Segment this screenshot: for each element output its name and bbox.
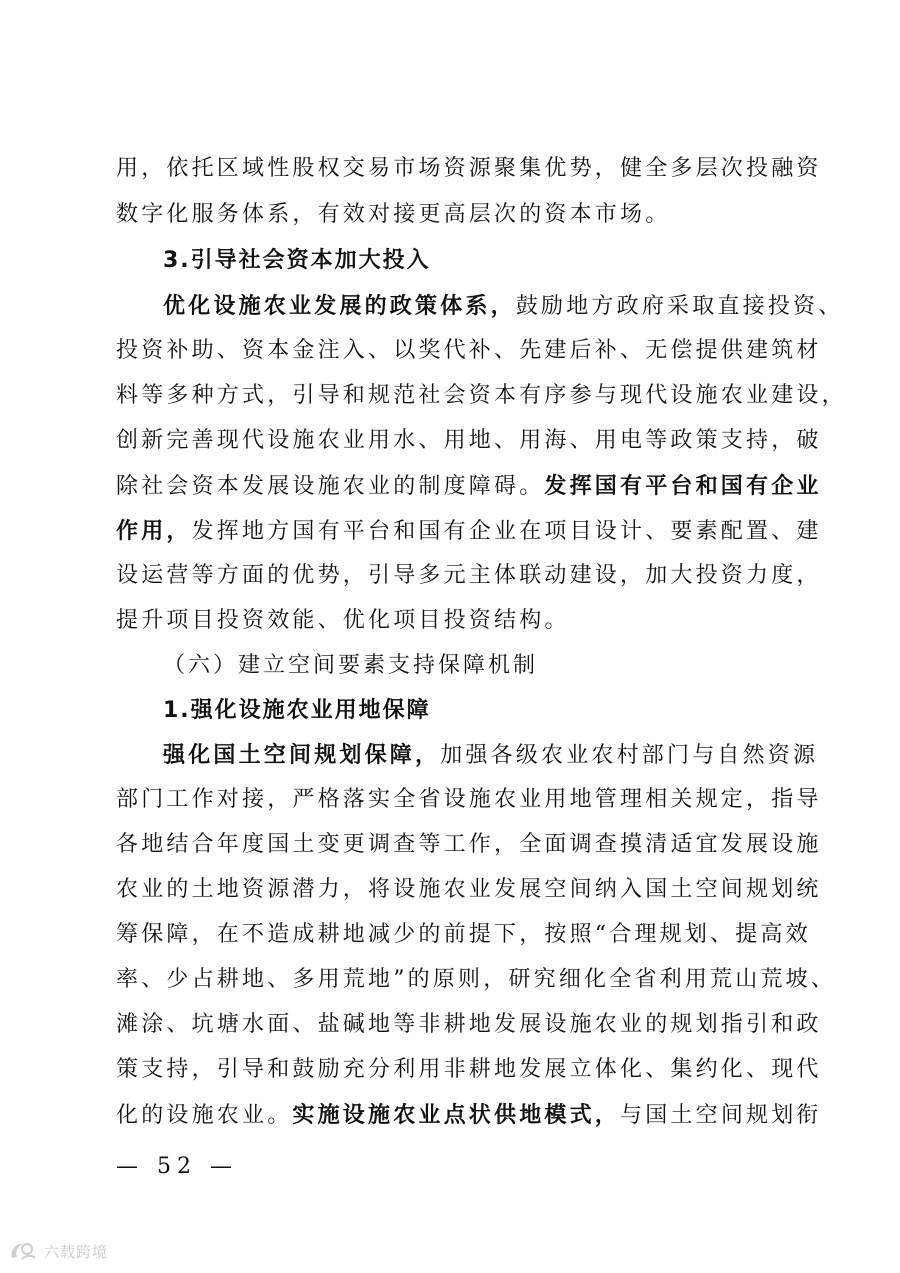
- watermark-text: 六载跨境: [44, 1242, 109, 1261]
- body-line: 投资补助、资本金注入、以奖代补、先建后补、无偿提供建筑材: [116, 338, 822, 363]
- page-number: — 52 —: [116, 1154, 238, 1179]
- body-line: 滩涂、坑塘水面、盐碱地等非耕地发展设施农业的规划指引和政: [116, 1012, 822, 1037]
- body-line: 用，依托区域性股权交易市场资源聚集优势，健全多层次投融资: [116, 156, 822, 181]
- bold-phrase: 强化国土空间规划保障，: [163, 742, 441, 768]
- subsection-heading: （六）建立空间要素支持保障机制: [163, 653, 539, 678]
- watermark-logo-icon: [8, 1240, 38, 1262]
- body-line: 设运营等方面的优势，引导多元主体联动建设，加大投资力度，: [116, 563, 822, 588]
- bold-phrase: 优化设施农业发展的政策体系，: [163, 293, 516, 319]
- body-line: 各地结合年度国土变更调查等工作，全面调查摸清适宜发展设施: [116, 832, 822, 857]
- body-line: 数字化服务体系，有效对接更高层次的资本市场。: [116, 202, 671, 227]
- body-line: 强化国土空间规划保障，加强各级农业农村部门与自然资源: [163, 742, 819, 768]
- bold-phrase: 发挥国有平台和国有企业: [544, 473, 822, 499]
- body-line: 率、少占耕地、多用荒地”的原则，研究细化全省利用荒山荒坡、: [116, 967, 837, 992]
- body-line: 提升项目投资效能、优化项目投资结构。: [116, 608, 570, 633]
- section-heading: 3.引导社会资本加大投入: [163, 248, 431, 273]
- watermark: [8, 1240, 108, 1262]
- body-line: 农业的土地资源潜力，将设施农业发展空间纳入国土空间规划统: [116, 877, 822, 902]
- body-line: 化的设施农业。实施设施农业点状供地模式，与国土空间规划衔: [116, 1102, 822, 1128]
- body-line: 料等多种方式，引导和规范社会资本有序参与现代设施农业建设，: [116, 383, 847, 408]
- body-line: 除社会资本发展设施农业的制度障碍。发挥国有平台和国有企业: [116, 473, 822, 499]
- body-line: 创新完善现代设施农业用水、用地、用海、用电等政策支持，破: [116, 428, 822, 453]
- body-line: 部门工作对接，严格落实全省设施农业用地管理相关规定，指导: [116, 787, 822, 812]
- section-heading: 1.强化设施农业用地保障: [163, 698, 431, 723]
- body-line: 优化设施农业发展的政策体系，鼓励地方政府采取直接投资、: [163, 293, 844, 319]
- body-line: 筹保障，在不造成耕地减少的前提下，按照“合理规划、提高效: [116, 922, 811, 947]
- body-line: 作用，发挥地方国有平台和国有企业在项目设计、要素配置、建: [116, 518, 822, 544]
- body-line: 策支持，引导和鼓励充分利用非耕地发展立体化、集约化、现代: [116, 1057, 822, 1082]
- bold-phrase: 作用，: [116, 518, 192, 544]
- bold-phrase: 实施设施农业点状供地模式，: [292, 1102, 621, 1128]
